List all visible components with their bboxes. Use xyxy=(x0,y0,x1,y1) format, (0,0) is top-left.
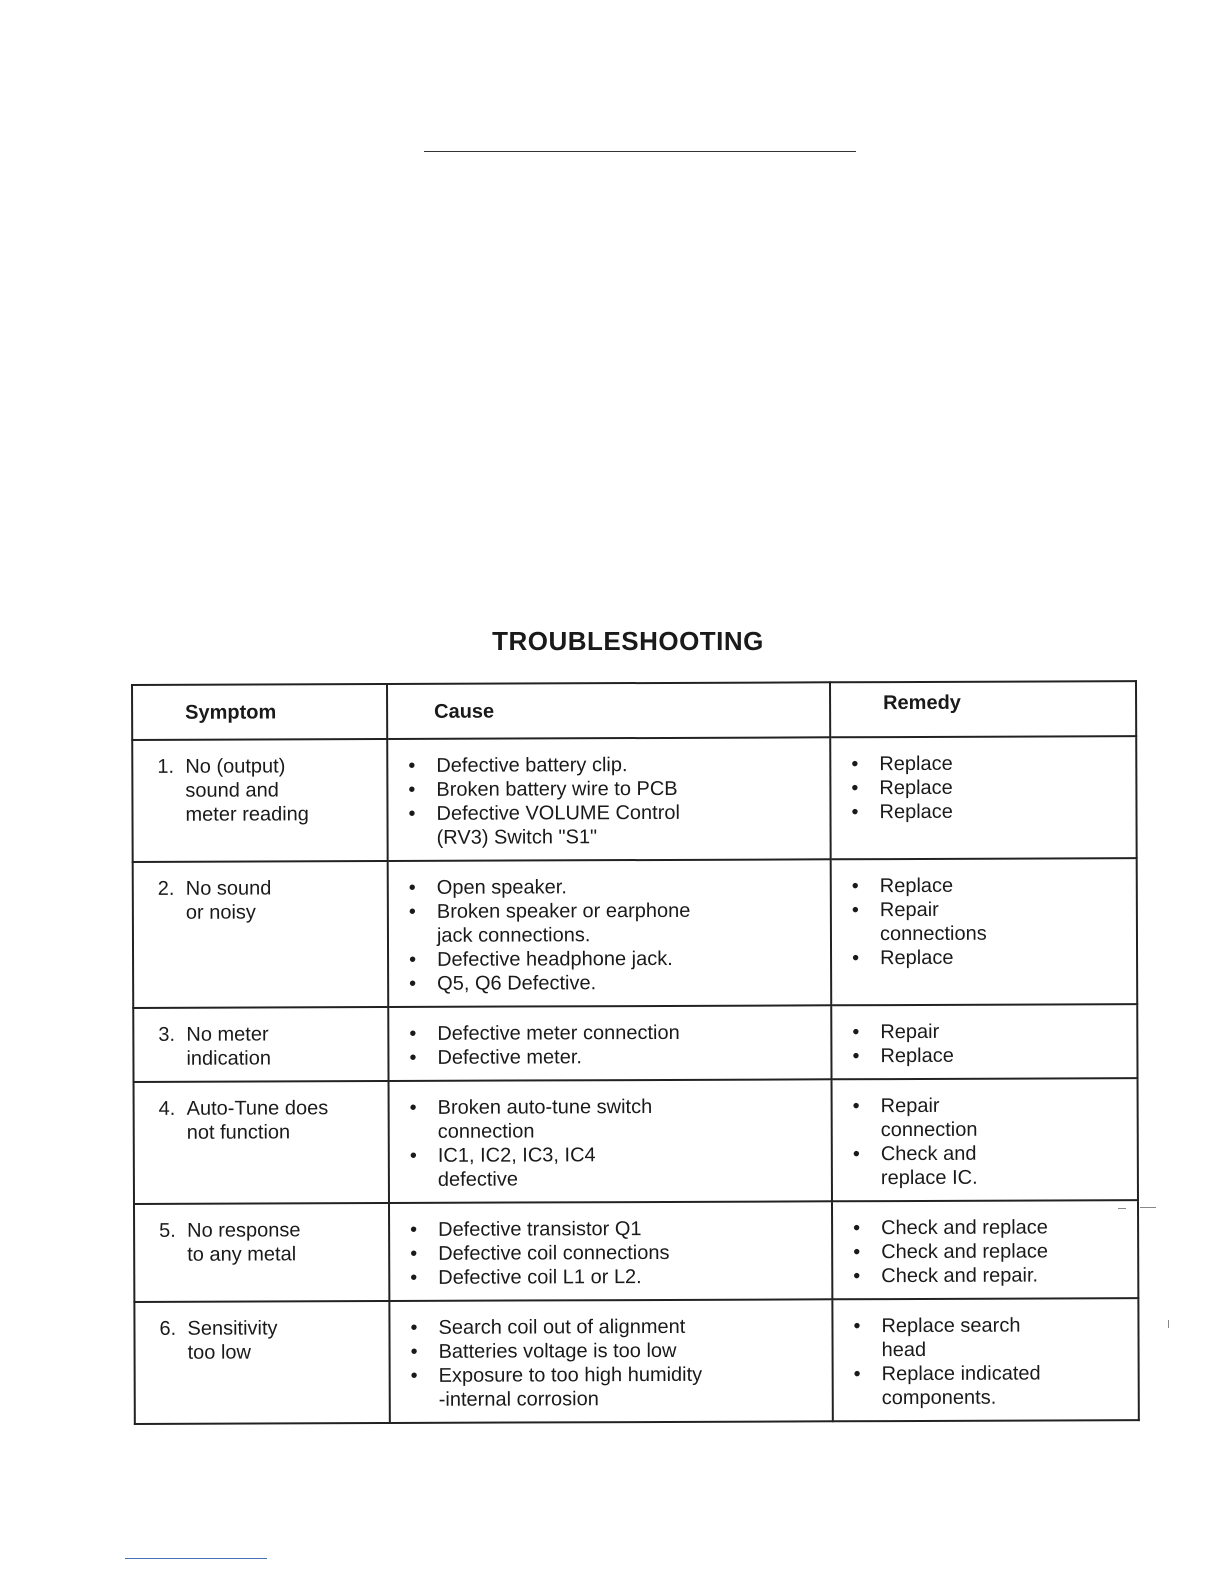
cause-list xyxy=(410,1216,830,1290)
remedy-item: • Check and replace IC. xyxy=(853,1141,1136,1190)
remedy-item: • Check and repair. xyxy=(853,1263,1136,1288)
remedy-list xyxy=(852,1019,1135,1068)
remedy-item: • Repair connections xyxy=(852,897,1135,946)
cause-item: • Defective transistor Q1 xyxy=(410,1216,830,1242)
symptom-text: No response to any metal xyxy=(187,1219,301,1266)
symptom-number: 3. xyxy=(158,1023,176,1046)
header-cause: Cause xyxy=(387,682,830,739)
symptom-cell xyxy=(133,1007,388,1082)
cause-item: • Defective coil L1 or L2. xyxy=(410,1264,830,1290)
remedy-cell xyxy=(831,1004,1137,1079)
remedy-item: • Replace search head xyxy=(853,1313,1136,1362)
cause-cell xyxy=(388,1005,831,1081)
cause-cell xyxy=(387,737,830,861)
symptom-entry xyxy=(158,876,386,925)
symptom-entry xyxy=(158,1022,386,1071)
table-header-row xyxy=(132,681,1136,740)
remedy-cell xyxy=(830,736,1136,859)
symptom-entry xyxy=(159,1096,387,1145)
table-row xyxy=(133,858,1138,1008)
header-symptom: Symptom xyxy=(132,684,387,740)
table-row xyxy=(133,1004,1137,1082)
symptom-text: No (output) sound and meter reading xyxy=(185,755,309,826)
symptom-text: No sound or noisy xyxy=(185,877,272,924)
remedy-list xyxy=(852,873,1135,970)
cause-item: • Exposure to too high humidity -internal corrosion xyxy=(411,1362,831,1412)
symptom-entry xyxy=(157,754,385,827)
scan-mark xyxy=(1140,1207,1156,1208)
remedy-item: • Replace xyxy=(852,1043,1135,1068)
remedy-item: • Repair xyxy=(852,1019,1135,1044)
cause-item: • Defective meter connection xyxy=(409,1020,829,1046)
cause-item: • Defective VOLUME Control (RV3) Switch "S1" xyxy=(408,800,828,850)
symptom-entry xyxy=(159,1218,387,1267)
remedy-list xyxy=(851,751,1134,824)
table-row xyxy=(134,1200,1138,1302)
cause-item: • Search coil out of alignment xyxy=(410,1314,830,1340)
table-row xyxy=(132,736,1136,862)
symptom-entry xyxy=(159,1316,387,1365)
symptom-cell xyxy=(134,1203,389,1302)
cause-cell xyxy=(388,859,832,1007)
cause-item: • Open speaker. xyxy=(409,874,829,900)
bottom-edge-line xyxy=(125,1558,267,1559)
cause-item: • Broken auto-tune switch connection xyxy=(410,1094,830,1144)
remedy-cell xyxy=(831,858,1138,1005)
symptom-text: Sensitivity too low xyxy=(187,1317,278,1364)
top-divider-line xyxy=(424,151,856,152)
troubleshooting-table xyxy=(131,680,1140,1425)
remedy-cell xyxy=(832,1200,1138,1299)
remedy-item: • Replace xyxy=(851,751,1134,776)
scan-mark xyxy=(1168,1320,1169,1328)
cause-cell xyxy=(389,1201,832,1301)
symptom-text: No meter indication xyxy=(186,1023,271,1070)
cause-list xyxy=(409,1020,829,1070)
remedy-item: • Replace xyxy=(852,945,1135,970)
remedy-item: • Replace xyxy=(851,775,1134,800)
table-row xyxy=(134,1078,1138,1204)
remedy-cell xyxy=(832,1078,1138,1201)
remedy-list xyxy=(853,1313,1136,1410)
symptom-cell xyxy=(132,739,387,862)
symptom-cell xyxy=(134,1081,389,1204)
cause-list xyxy=(408,752,828,850)
remedy-list xyxy=(853,1215,1136,1288)
cause-item: • Q5, Q6 Defective. xyxy=(409,970,829,996)
cause-item: • Defective headphone jack. xyxy=(409,946,829,972)
cause-list xyxy=(409,874,829,996)
troubleshooting-table-wrapper xyxy=(131,680,1138,1425)
cause-item: • Broken speaker or earphone jack connections. xyxy=(409,898,829,948)
symptom-cell xyxy=(134,1301,389,1424)
cause-item: • Defective meter. xyxy=(409,1044,829,1070)
symptom-number: 4. xyxy=(158,1097,176,1120)
remedy-item: • Repair connection xyxy=(853,1093,1136,1142)
remedy-item: • Check and replace xyxy=(853,1215,1136,1240)
symptom-number: 1. xyxy=(157,755,175,778)
remedy-list xyxy=(853,1093,1136,1190)
cause-item: • Defective battery clip. xyxy=(408,752,828,778)
cause-item: • IC1, IC2, IC3, IC4 defective xyxy=(410,1142,830,1192)
remedy-item: • Check and replace xyxy=(853,1239,1136,1264)
header-remedy: Remedy xyxy=(830,681,1136,737)
cause-item: • Batteries voltage is too low xyxy=(411,1338,831,1364)
table-body xyxy=(132,736,1139,1424)
remedy-item: • Replace xyxy=(852,873,1135,898)
table-row xyxy=(134,1298,1138,1424)
cause-item: • Defective coil connections xyxy=(410,1240,830,1266)
symptom-number: 2. xyxy=(157,877,175,900)
cause-item: • Broken battery wire to PCB xyxy=(408,776,828,802)
remedy-item: • Replace indicated components. xyxy=(854,1361,1137,1410)
symptom-number: 6. xyxy=(159,1317,177,1340)
cause-list xyxy=(410,1094,830,1192)
remedy-cell xyxy=(832,1298,1138,1421)
page-title: TROUBLESHOOTING xyxy=(492,626,764,656)
cause-cell xyxy=(389,1079,832,1203)
remedy-item: • Replace xyxy=(851,799,1134,824)
cause-cell xyxy=(389,1299,832,1423)
scan-mark xyxy=(1118,1208,1126,1209)
symptom-text: Auto-Tune does not function xyxy=(186,1097,329,1144)
symptom-number: 5. xyxy=(159,1219,176,1242)
cause-list xyxy=(410,1314,830,1412)
symptom-cell xyxy=(133,861,389,1008)
